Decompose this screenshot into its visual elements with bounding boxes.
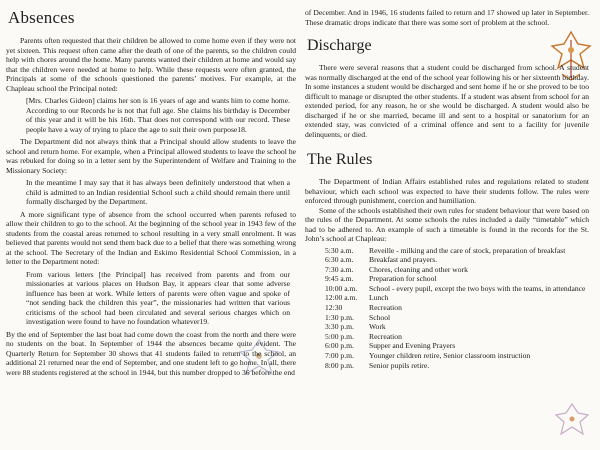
- absences-quote-1: [Mrs. Charles Gideon] claims her son is 16 years of age and wants him to come home. According to our Records he is not that full age. She claims his birthday is December of this year and it will be his 16th. That does not correspond with our record. These people have a way of trying to place the age to suit their own purpose18.: [26, 96, 290, 134]
- timetable-row: [325, 332, 589, 342]
- timetable-activity: Senior pupils retire.: [369, 360, 430, 370]
- timetable-time: 1:30 p.m.: [325, 312, 354, 322]
- timetable: [325, 246, 589, 371]
- timetable-row: [325, 293, 589, 303]
- timetable-activity: Lunch: [369, 293, 389, 303]
- timetable-activity: Breakfast and prayers.: [369, 255, 438, 265]
- left-column: [6, 0, 296, 377]
- timetable-row: [325, 322, 589, 332]
- timetable-time: 8:00 p.m.: [325, 360, 354, 370]
- timetable-row: [325, 255, 589, 265]
- timetable-time: 9:45 a.m.: [325, 274, 354, 284]
- timetable-activity: School: [369, 312, 391, 322]
- timetable-activity: Reveille - milking and the care of stock, preparation of breakfast: [369, 245, 566, 255]
- timetable-activity: Younger children retire, Senior classroom instruction: [369, 351, 531, 361]
- timetable-time: 7:00 p.m.: [325, 351, 354, 361]
- absences-paragraph-4: By the end of September the last boat had come down the coast from the north and there were no students on the boat. In September of 1944 the absences became quite evident. The Quarterly Return for September 30 shows that 41 students failed to return to the school, an additional 21 returned near the end of September, and one student left to go home. In all, there were 88 students registered at the school in 1944, but this number dropped to 36 before the end: [6, 329, 296, 377]
- timetable-activity: School - every pupil, except the two boys with the teams, in attendance: [369, 283, 586, 293]
- timetable-row: [325, 284, 589, 294]
- timetable-row: [325, 274, 589, 284]
- timetable-time: 7:30 a.m.: [325, 264, 354, 274]
- timetable-row: [325, 351, 589, 361]
- timetable-activity: Chores, cleaning and other work: [369, 264, 468, 274]
- timetable-time: 5:30 a.m.: [325, 245, 354, 255]
- continued-paragraph: of December. And in 1946, 16 students failed to return and 17 showed up later in September. These dramatic drops indicate that there was some sort of problem at the school.: [305, 8, 589, 27]
- timetable-time: 12:30: [325, 303, 343, 313]
- absences-paragraph-3: A more significant type of absence from the school occurred when parents refused to allow their children to go to the school. At the beginning of the school year in 1943 few of the students from the coastal areas returned to school resulting in a very small enrolment. It was believed that parents would not send them back due to a belief that there was something wrong at the school. The Secretary of the Indian and Eskimo Residential School Commission, in a letter to the Department noted:: [6, 209, 296, 266]
- rules-paragraph-2: Some of the schools established their own rules for student behaviour that were based on the rules of the Department. At some schools the rules included a daily “timetable” which had to be adhered to. An example of such a timetable is found in the records for the St. John’s school at Chapleau:: [305, 205, 589, 243]
- timetable-row: [325, 341, 589, 351]
- rules-paragraph-1: The Department of Indian Affairs established rules and regulations related to student behaviour, which each school was expected to have their students follow. The rules were enforced through punishment, coercion and humiliation.: [305, 177, 589, 205]
- timetable-row: [325, 246, 589, 256]
- timetable-row: [325, 361, 589, 371]
- timetable-row: [325, 303, 589, 313]
- timetable-activity: Recreation: [369, 331, 402, 341]
- absences-paragraph-1: Parents often requested that their children be allowed to come home even if they were not yet sixteen. This request often came after the death of one of the parents, so the children could help with chores around the home. Many parents wanted their children at home and would say that the children were needed at home to help. While these requests were often granted, the Principals at some of the schools questioned the parents’ motives. For example, at the Chapleau school the Principal noted:: [6, 36, 296, 93]
- timetable-row: [325, 313, 589, 323]
- discharge-heading: Discharge: [307, 37, 372, 54]
- right-column: [305, 0, 589, 370]
- absences-paragraph-2: The Department did not always think that a Principal should allow students to leave the school and return home. For example, when a Principal allowed students to leave the school he was rebuked for doing so in a letter sent by the Superintendent of Welfare and Training to the Missionary Society:: [6, 137, 296, 175]
- timetable-time: 12:00 a.m.: [325, 293, 358, 303]
- discharge-paragraph: There were several reasons that a student could be discharged from school. A student was normally discharged at the end of the school year following his or her sixteenth birthday. In some instances a student would be discharged and sent home if he or she proved to be too difficult to manage or disrupted the other students. If a student was absent from school for an extended period, for any reason, he or she would be discharged. A student would also be discharged if he or she married, became ill and sent to a hospital or sanatorium for an extended stay, was convicted of a criminal offence and sent to a facility for juvenile delinquents, or died.: [305, 63, 589, 139]
- timetable-activity: Supper and Evening Prayers: [369, 341, 456, 351]
- absences-quote-3: From various letters [the Principal] has received from parents and from our missionaries at various places on Hudson Bay, it appears clear that some adverse influence has been at work. While letters of parents were often vague and spoke of “not sending back the children this year”, the missionaries had written that various criticisms of the school had been circulated and several serious charges which on investigation were found to have no foundation whatever19.: [26, 269, 290, 326]
- timetable-time: 6:00 p.m.: [325, 341, 354, 351]
- timetable-activity: Recreation: [369, 303, 402, 313]
- timetable-activity: Preparation for school: [369, 274, 437, 284]
- timetable-time: 6:30 a.m.: [325, 255, 354, 265]
- timetable-time: 5:00 p.m.: [325, 331, 354, 341]
- timetable-activity: Work: [369, 322, 386, 332]
- timetable-row: [325, 265, 589, 275]
- rules-heading: The Rules: [307, 151, 373, 168]
- absences-heading: Absences: [8, 8, 75, 27]
- thunderbird-decoration-right: [552, 400, 592, 444]
- timetable-time: 3:30 p.m.: [325, 322, 354, 332]
- timetable-time: 10:00 a.m.: [325, 283, 358, 293]
- absences-quote-2: In the meantime I may say that it has always been definitely understood that when a child is admitted to an Indian residential School such a child should remain there until formally discharged by the Department.: [26, 178, 290, 206]
